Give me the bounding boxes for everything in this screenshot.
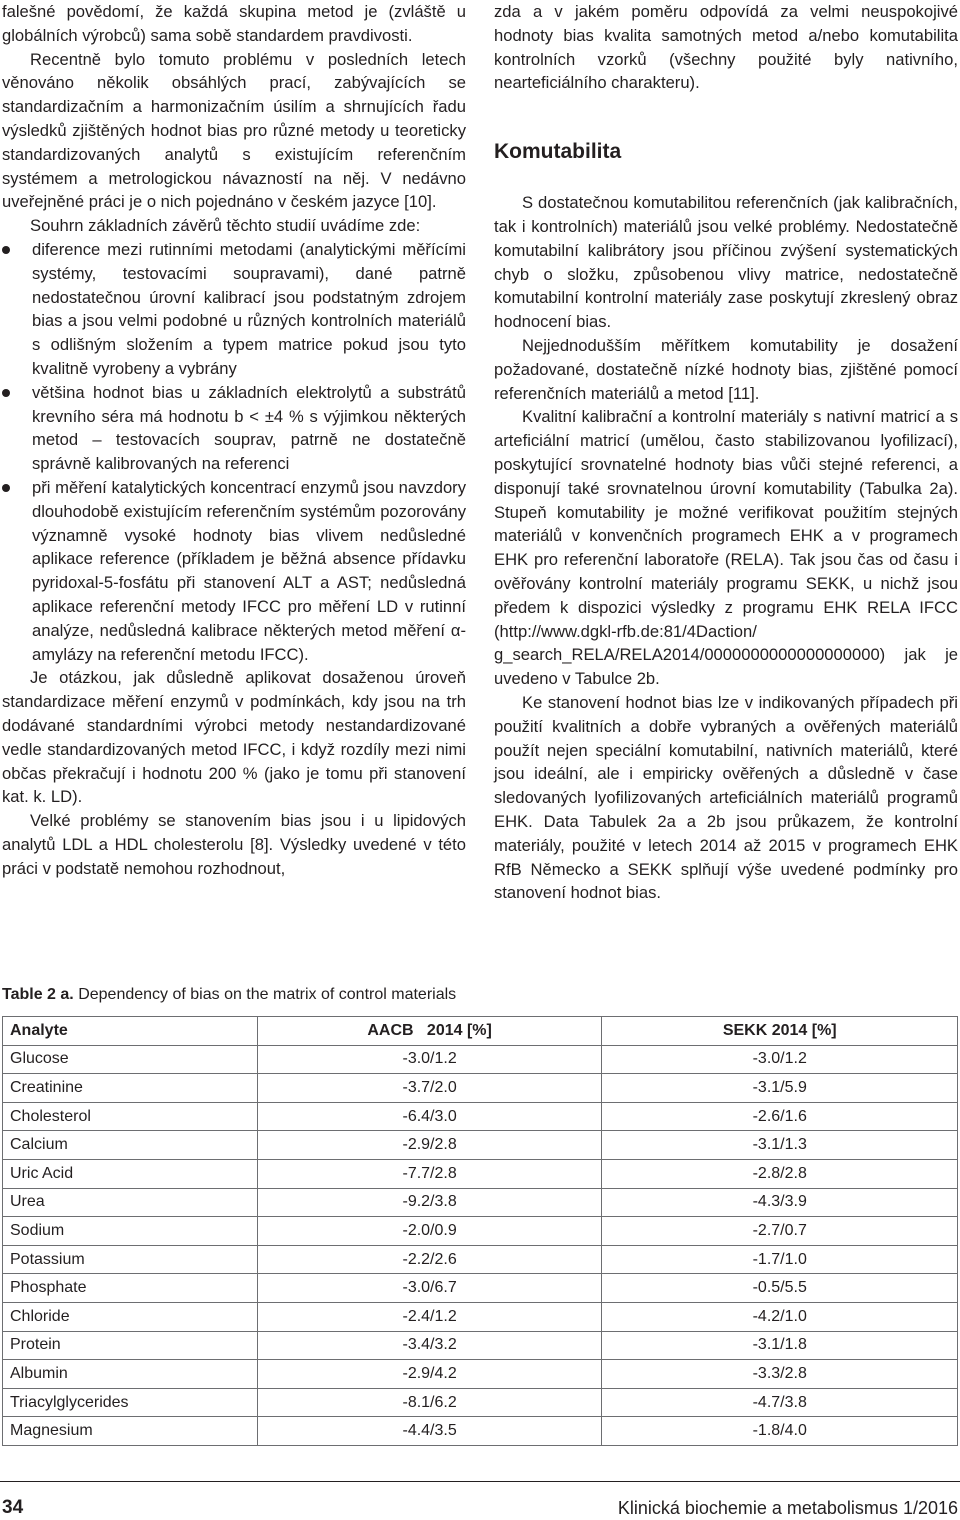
table-row — [3, 1360, 958, 1389]
paragraph: Recentně bylo tomuto problému v posledních letech věnováno několik obsáhlých prací, zabývajících se standardizačním a harmonizačním úsilím a shrnujících řadu výsledků zjištěných hodnot bias pro různé metody u teoreticky standardizovaných analytů s existujícím referenčním systémem a metrologickou návazností na něj. V nedávno uveřejněné práci je o nich pojednáno v českém jazyce [10]. — [2, 49, 466, 212]
cell-analyte: Magnesium — [3, 1417, 258, 1446]
cell-aacb: -9.2/3.8 — [257, 1188, 602, 1217]
cell-sekk: -4.3/3.9 — [602, 1188, 958, 1217]
table-row — [3, 1102, 958, 1131]
cell-analyte: Glucose — [3, 1045, 258, 1074]
cell-analyte: Triacylglycerides — [3, 1388, 258, 1417]
bullet-list — [2, 238, 466, 666]
cell-analyte: Calcium — [3, 1131, 258, 1160]
bullet-item: většina hodnot bias u základních elektrolytů a substrátů krevního séra má hodnotu b < ±4 % s výjimkou některých metod – testovacích souprav, patrně ne dostatečně správně kalibrovaných na referenci — [2, 381, 466, 476]
table-row — [3, 1188, 958, 1217]
cell-aacb: -6.4/3.0 — [257, 1102, 602, 1131]
section-heading: Komutabilita — [494, 140, 622, 164]
paragraph: falešné povědomí, že každá skupina metod je (zvláště u globálních výrobců) sama sobě standardem pravdivosti. — [2, 2, 466, 45]
table-row — [3, 1245, 958, 1274]
bias-table — [2, 1016, 958, 1446]
cell-analyte: Potassium — [3, 1245, 258, 1274]
left-column — [2, 0, 466, 880]
table-row — [3, 1331, 958, 1360]
cell-analyte: Protein — [3, 1331, 258, 1360]
cell-sekk: -3.1/5.9 — [602, 1074, 958, 1103]
column-header-sekk: SEKK 2014 [%] — [602, 1017, 958, 1046]
cell-analyte: Phosphate — [3, 1274, 258, 1303]
cell-analyte: Sodium — [3, 1217, 258, 1246]
cell-aacb: -2.9/4.2 — [257, 1360, 602, 1389]
cell-analyte: Urea — [3, 1188, 258, 1217]
paragraph: S dostatečnou komutabilitou referenčních (jak kalibračních, tak i kontrolních) materiálů jsou velké problémy. Nedostatečně komutabilní kalibrátory jsou příčinou zvýšení systematických chyb o složku, způsobenou vlivy matrice, nedostatečně komutabilní kontrolní materiály zase poskytují zkreslený obraz hodnocení bias. — [494, 193, 958, 332]
cell-sekk: -3.1/1.8 — [602, 1331, 958, 1360]
right-column — [494, 0, 958, 905]
cell-aacb: -2.0/0.9 — [257, 1217, 602, 1246]
table-header-row — [3, 1017, 958, 1046]
cell-aacb: -2.4/1.2 — [257, 1302, 602, 1331]
cell-sekk: -2.7/0.7 — [602, 1217, 958, 1246]
cell-analyte: Cholesterol — [3, 1102, 258, 1131]
bullet-icon — [2, 389, 10, 397]
column-header-analyte: Analyte — [3, 1017, 258, 1046]
cell-sekk: -1.8/4.0 — [602, 1417, 958, 1446]
bullet-icon — [2, 246, 10, 254]
footer-divider — [0, 1481, 960, 1482]
bullet-item: diference mezi rutinními metodami (analytickými měřícími systémy, testovacími soupravami), dané patrně nedostatečnou úrovní kalibrací jsou podstatným zdrojem bias a jsou velmi podobné u různých kontrolních materiálů s odlišným složením a typem matrice pokud jsou tyto kvalitně vyrobeny a vybrány — [2, 238, 466, 381]
cell-analyte: Creatinine — [3, 1074, 258, 1103]
table-caption-label: Table 2 a. — [2, 986, 74, 1003]
table-row — [3, 1417, 958, 1446]
cell-sekk: -2.8/2.8 — [602, 1159, 958, 1188]
table-row — [3, 1074, 958, 1103]
cell-aacb: -8.1/6.2 — [257, 1388, 602, 1417]
paragraph: Kvalitní kalibrační a kontrolní materiály s nativní matricí a s arteficiální matricí (umělou, často stabilizovanou lyofilizací), poskytující srovnatelné hodnoty bias vůči stejné referenci, a disponují také srovnatelnou úrovní komutability (Tabulka 2a). Stupeň komutability je možné verifikovat použitím stejných materiálů v konvenčních programech EHK a v programech EHK pro referenční laboratoře (RELA). Tak jsou čas od času i ověřovány kontrolní materiály programu SEKK, u nichž jsou předem k dispozici výsledky z programu EHK RELA IFCC (http://www.dgkl-rfb.de:81/4Daction/ g_search_RELA/RELA2014/0000000000000000000) jak je uvedeno v Tabulce 2b. — [494, 407, 958, 689]
table-body — [3, 1045, 958, 1445]
cell-aacb: -3.0/6.7 — [257, 1274, 602, 1303]
table-row — [3, 1217, 958, 1246]
cell-sekk: -4.7/3.8 — [602, 1388, 958, 1417]
cell-aacb: -3.7/2.0 — [257, 1074, 602, 1103]
cell-aacb: -7.7/2.8 — [257, 1159, 602, 1188]
column-header-aacb: AACB 2014 [%] — [257, 1017, 602, 1046]
cell-sekk: -0.5/5.5 — [602, 1274, 958, 1303]
cell-aacb: -4.4/3.5 — [257, 1417, 602, 1446]
page-number: 34 — [2, 1497, 24, 1518]
paragraph: Nejjednodušším měřítkem komutability je dosažení požadované, dostatečně nízké hodnoty bias, zjištěné pomocí referenčních materiálů a metod [11]. — [494, 335, 958, 403]
cell-sekk: -2.6/1.6 — [602, 1102, 958, 1131]
cell-analyte: Chloride — [3, 1302, 258, 1331]
cell-aacb: -2.2/2.6 — [257, 1245, 602, 1274]
bullet-icon — [2, 484, 10, 492]
paragraph: Velké problémy se stanovením bias jsou i u lipidových analytů LDL a HDL cholesterolu [8]. Výsledky uvedené v této práci v podstatě nemohou rozhodnout, — [2, 811, 466, 878]
bullet-item: při měření katalytických koncentrací enzymů jsou navzdory dlouhodobě existujícím referenčním systémům pozorovány významně vysoké hodnoty bias vlivem nedůsledné aplikace reference (příkladem je běžná absence přídavku pyridoxal-5-fosfátu při stanovení ALT a AST; nedůsledná aplikace referenční metody IFCC pro měření LD v rutinní analýze, nedůsledná kalibrace některých metod měření α-amylázy na referenční metodu IFCC). — [2, 476, 466, 666]
cell-aacb: -2.9/2.8 — [257, 1131, 602, 1160]
cell-sekk: -3.3/2.8 — [602, 1360, 958, 1389]
cell-sekk: -1.7/1.0 — [602, 1245, 958, 1274]
table-row — [3, 1045, 958, 1074]
journal-name: Klinická biochemie a metabolismus 1/2016 — [617, 1498, 958, 1518]
table-row — [3, 1274, 958, 1303]
table-caption — [2, 985, 456, 1005]
cell-sekk: -3.0/1.2 — [602, 1045, 958, 1074]
table-row — [3, 1388, 958, 1417]
cell-aacb: -3.4/3.2 — [257, 1331, 602, 1360]
table-row — [3, 1302, 958, 1331]
paragraph: zda a v jakém poměru odpovídá za velmi neuspokojivé hodnoty bias kvalita samotných metod a/nebo komutabilita kontrolních vzorků (všechny použité byly nativního, nearteficiálního charakteru). — [494, 2, 958, 93]
cell-sekk: -4.2/1.0 — [602, 1302, 958, 1331]
table-caption-text: Dependency of bias on the matrix of control materials — [78, 986, 457, 1003]
paragraph: Je otázkou, jak důsledně aplikovat dosaženou úroveň standardizace měření enzymů v podmínkách, kdy jsou na trh dodávané standardními výrobci metody nestandardizované vedle standardizovaných metod IFCC, i když rozdíly mezi nimi občas překračují i hodnotu 200 % (jako je tomu při stanovení kat. k. LD). — [2, 668, 466, 807]
paragraph: Souhrn základních závěrů těchto studií uvádíme zde: — [30, 216, 421, 236]
cell-analyte: Albumin — [3, 1360, 258, 1389]
cell-aacb: -3.0/1.2 — [257, 1045, 602, 1074]
cell-sekk: -3.1/1.3 — [602, 1131, 958, 1160]
paragraph: Ke stanovení hodnot bias lze v indikovaných případech při použití kvalitních a dobře vybraných a ověřených materiálů použít nejen speciální komutabilní, nativních materiálů, které jsou ideální, ale i empiricky ověřených a důsledně v čase sledovaných lyofilizovaných arteficiálních materiálů programů EHK. Data Tabulek 2a a 2b jsou průkazem, že kontrolní materiály, použité v letech 2014 až 2015 v programech EHK RfB Německo a SEKK splňují výše uvedené podmínky pro stanovení hodnot bias. — [494, 692, 958, 903]
table-row — [3, 1131, 958, 1160]
table-row — [3, 1159, 958, 1188]
cell-analyte: Uric Acid — [3, 1159, 258, 1188]
